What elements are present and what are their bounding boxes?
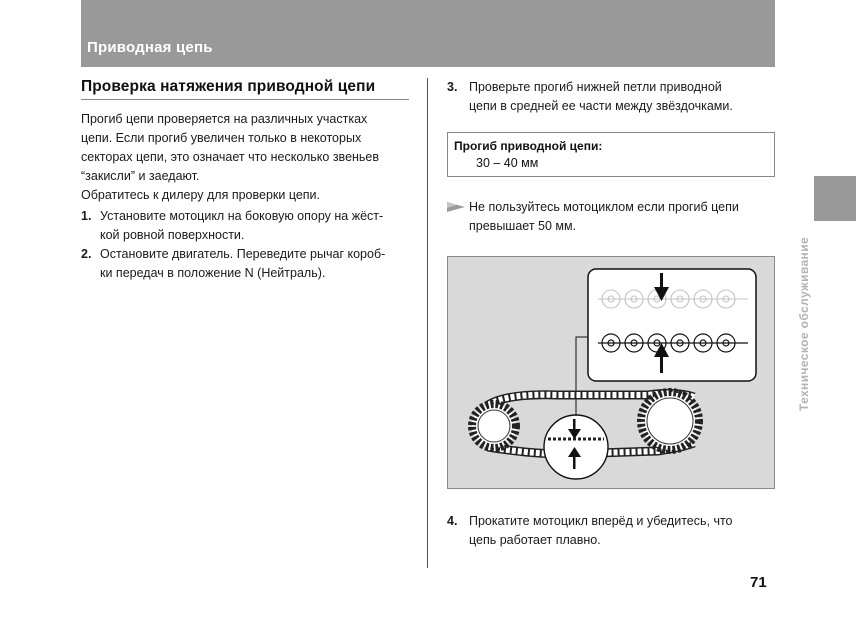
step-number: 3. xyxy=(447,80,458,94)
step-number: 1. xyxy=(81,209,92,223)
right-column xyxy=(447,78,777,116)
column-divider xyxy=(427,78,428,568)
step-line: ки передач в положение N (Нейтраль). xyxy=(100,266,326,280)
note xyxy=(447,198,777,236)
intro-line: цепи. Если прогиб увеличен только в некоторых xyxy=(81,131,362,145)
intro-line: “закисли” и заедают. xyxy=(81,169,200,183)
section-title: Проверка натяжения приводной цепи xyxy=(81,78,409,100)
step-4-wrap xyxy=(447,512,777,550)
step-text xyxy=(100,245,409,283)
step-3 xyxy=(447,78,777,116)
intro-line: Обратитесь к дилеру для проверки цепи. xyxy=(81,188,321,202)
intro-paragraph xyxy=(81,110,409,205)
intro-line: Прогиб цепи проверяется на различных участках xyxy=(81,112,368,126)
chain-sag-illustration xyxy=(447,256,775,489)
steps-list-left xyxy=(81,207,409,283)
side-section-label: Техническое обслуживание xyxy=(797,236,811,412)
step-line: Проверьте прогиб нижней петли приводной xyxy=(469,80,722,94)
header-title: Приводная цепь xyxy=(87,39,213,56)
header-bar xyxy=(81,0,775,67)
step-line: кой ровной поверхности. xyxy=(100,228,245,242)
step-text xyxy=(469,512,777,550)
step-line: цепи в средней ее части между звёздочками. xyxy=(469,99,733,113)
magnifier xyxy=(544,415,608,479)
step-text xyxy=(100,207,409,245)
step-4 xyxy=(447,512,777,550)
step-line: Установите мотоцикл на боковую опору на жёст- xyxy=(100,209,384,223)
step-line: Остановите двигатель. Переведите рычаг короб- xyxy=(100,247,386,261)
note-line: превышает 50 мм. xyxy=(469,219,577,233)
note-line: Не пользуйтесь мотоциклом если прогиб цепи xyxy=(469,200,739,214)
spec-box xyxy=(447,132,775,177)
step-text xyxy=(469,78,777,116)
side-label-wrap xyxy=(796,224,812,424)
left-column xyxy=(81,78,409,283)
inset-frame xyxy=(588,269,756,381)
spec-label: Прогиб приводной цепи: xyxy=(454,139,603,153)
chain-diagram xyxy=(448,257,774,488)
spec-value: 30 – 40 мм xyxy=(476,156,539,170)
flag-icon xyxy=(447,198,469,236)
leader-line xyxy=(576,337,588,415)
step-1 xyxy=(81,207,409,245)
page-number: 71 xyxy=(750,574,767,591)
note-text xyxy=(469,198,777,236)
step-number: 2. xyxy=(81,247,92,261)
step-2 xyxy=(81,245,409,283)
step-line: Прокатите мотоцикл вперёд и убедитесь, что xyxy=(469,514,733,528)
step-line: цепь работает плавно. xyxy=(469,533,601,547)
step-number: 4. xyxy=(447,514,458,528)
intro-line: секторах цепи, это означает что несколько звеньев xyxy=(81,150,380,164)
section-tab-marker xyxy=(814,176,856,221)
